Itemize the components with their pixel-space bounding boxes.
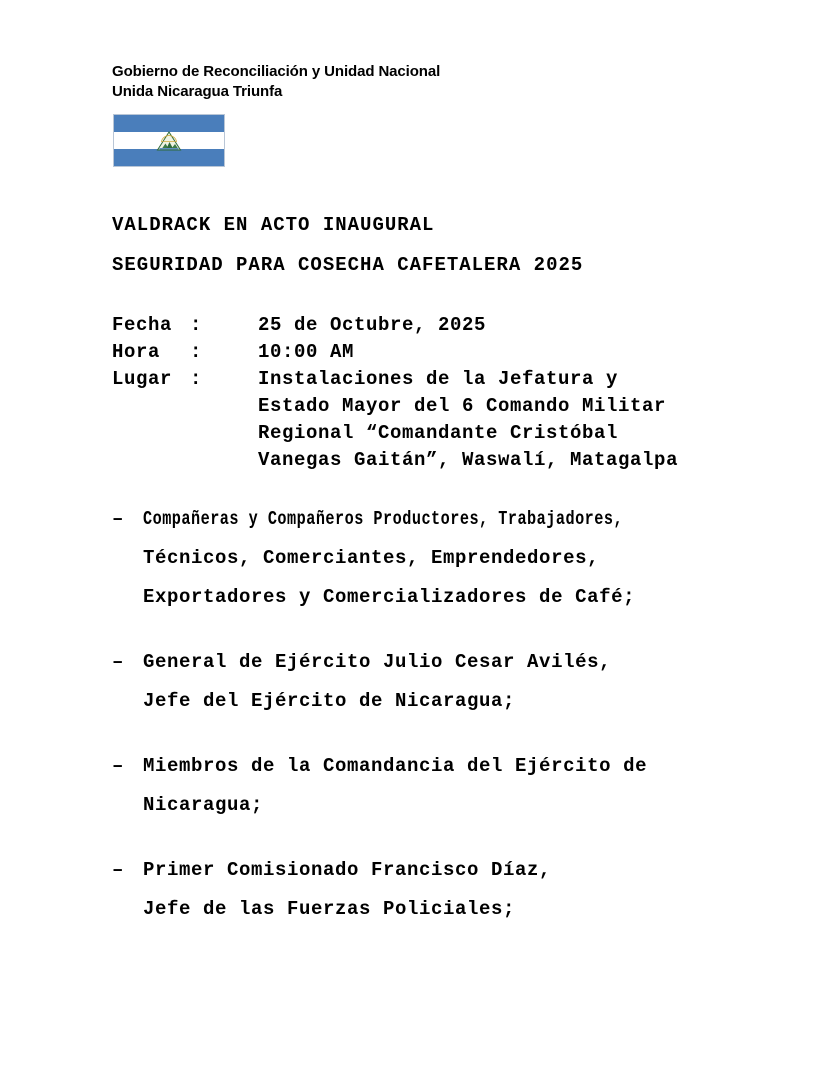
coat-of-arms-icon [156,130,182,152]
title-line-2: SEGURIDAD PARA COSECHA CAFETALERA 2025 [112,254,584,276]
nicaragua-flag-image [113,114,225,167]
bullet-line [112,682,802,721]
bullet-text: Jefe de las Fuerzas Policiales; [143,898,516,920]
list-item [112,851,802,929]
bullet-text: General de Ejército Julio Cesar Avilés, [143,651,612,673]
bullet-text: Primer Comisionado Francisco Díaz, [143,859,552,881]
letterhead-line-1: Gobierno de Reconciliación y Unidad Nacional [112,63,441,80]
detail-value-lugar: Instalaciones de la Jefatura y [258,368,619,390]
bullet-line [112,643,802,682]
detail-colon-fecha: : [190,314,203,336]
detail-colon-hora: : [190,341,203,363]
detail-value-fecha: 25 de Octubre, 2025 [258,314,487,336]
bullet-text: Jefe del Ejército de Nicaragua; [143,690,516,712]
document-title [112,205,772,285]
detail-colon-lugar: : [190,368,203,390]
detail-label-hora: Hora [112,341,161,363]
bullet-dash-icon: – [112,508,125,530]
letterhead-line-2: Unida Nicaragua Triunfa [112,83,283,100]
bullet-line [112,851,802,890]
bullet-text: Exportadores y Comercializadores de Café; [143,586,636,608]
bullet-text: Nicaragua; [143,794,264,816]
bullet-line [112,539,802,578]
bullet-text: Técnicos, Comerciantes, Emprendedores, [143,547,600,569]
bullet-line [112,747,802,786]
detail-label-fecha: Fecha [112,314,173,336]
detail-value-lugar-line-3: Regional “Comandante Cristóbal [258,422,619,444]
bullet-dash-icon: – [112,755,125,777]
detail-row-lugar [112,366,792,393]
bullet-line [112,890,802,929]
bullet-dash-icon: – [112,651,125,673]
flag-stripe-bottom [114,149,224,166]
bullet-text: Compañeras y Compañeros Productores, Trabajadores, [143,508,624,530]
title-line-1: VALDRACK EN ACTO INAUGURAL [112,214,435,236]
detail-label-lugar: Lugar [112,368,173,390]
detail-row-hora [112,339,792,366]
addressee-list [112,500,802,929]
list-item [112,747,802,825]
list-item [112,500,802,617]
detail-value-hora: 10:00 AM [258,341,355,363]
detail-value-lugar-line-4: Vanegas Gaitán”, Waswalí, Matagalpa [258,449,679,471]
event-details [112,312,792,474]
detail-row-fecha [112,312,792,339]
list-item [112,643,802,721]
bullet-dash-icon: – [112,859,125,881]
detail-value-lugar-line-2: Estado Mayor del 6 Comando Militar [258,395,667,417]
bullet-line [112,500,802,539]
bullet-line [112,578,802,617]
bullet-line [112,786,802,825]
letterhead [112,62,672,102]
bullet-text: Miembros de la Comandancia del Ejército de [143,755,648,777]
